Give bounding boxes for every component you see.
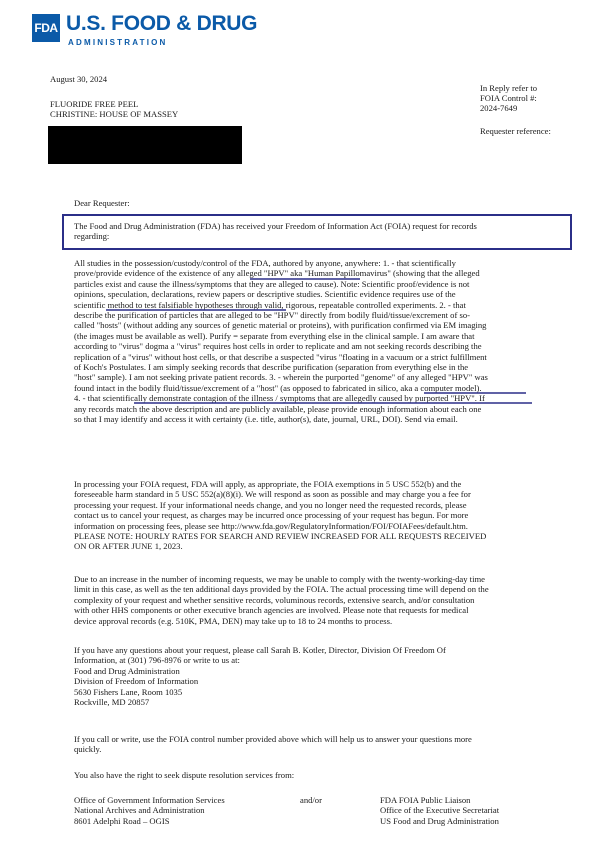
- fda-liaison-address: [380, 795, 499, 826]
- processing-line: ON OR AFTER JUNE 1, 2023.: [74, 541, 183, 552]
- contact-line: 5630 Fishers Lane, Room 1035: [74, 686, 183, 697]
- fda-logo-title: U.S. FOOD & DRUG: [66, 12, 258, 35]
- control-line: quickly.: [74, 744, 102, 755]
- letter-date: August 30, 2024: [50, 74, 108, 84]
- intro-line: regarding:: [74, 231, 110, 242]
- request-line: (the images must be available as well). Purify = separate from everything else in the clinical sample. I am aware that: [74, 330, 475, 341]
- reply-refer-line-2: FOIA Control #:: [480, 93, 537, 103]
- processing-line: contact us to cancel your request, as charges may be incurred once processing of your request has begun. For more: [74, 510, 469, 521]
- processing-line: processing your request. If your informational needs change, and you no longer need the requested records, please: [74, 499, 467, 510]
- contact-line: Rockville, MD 20857: [74, 697, 150, 708]
- delay-line: device approval records (e.g. 510K, PMA, DEN) may take up to 18 to 24 months to process.: [74, 615, 393, 626]
- request-line: of Koch's Postulates. I am simply seeking records that describe purification (separation from everything else in the: [74, 362, 469, 373]
- liaison-line: FDA FOIA Public Liaison: [380, 795, 471, 805]
- contact-line: Information, at (301) 796-8976 or write to us at:: [74, 655, 240, 666]
- processing-paragraph: [74, 479, 574, 552]
- request-line: according to "virus" dogma a "virus" requires host cells in order to replicate and am not seeking records describing the: [74, 341, 482, 352]
- processing-line: information on processing fees, please see http://www.fda.gov/RegulatoryInformation/FOI/FOIAFees/default.htm.: [74, 520, 468, 531]
- reply-refer-line-1: In Reply refer to: [480, 83, 538, 93]
- request-line: particles exist and cause the illness/symptoms that they are alleged to cause). Note: Scientific proof/evidence is not: [74, 278, 470, 289]
- request-line: All studies in the possession/custody/control of the FDA, authored by anyone, anywhere: 1. - that scientifically: [74, 258, 456, 268]
- request-line: prove/provide evidence of the existence of any alleged "HPV" aka "Human Papillomavirus" (showing that the alleged: [74, 268, 480, 279]
- recipient-line-1: FLUORIDE FREE PEEL: [50, 99, 139, 109]
- request-line: so that I may identify and access it with certainty (i.e. title, author(s), date, journal, URL, DOI). Send via email.: [74, 414, 458, 425]
- liaison-line: US Food and Drug Administration: [380, 815, 499, 826]
- ogis-address: [74, 795, 225, 826]
- foia-control-number: 2024-7649: [480, 103, 518, 113]
- control-line: If you call or write, use the FOIA control number provided above which will help us to answer your questions more: [74, 734, 472, 744]
- recipient-line-2: CHRISTINE: HOUSE OF MASSEY: [50, 109, 179, 119]
- intro-line: The Food and Drug Administration (FDA) has received your Freedom of Information Act (FOIA) request for records: [74, 221, 477, 231]
- delay-paragraph: [74, 574, 574, 626]
- contact-line: Food and Drug Administration: [74, 665, 180, 676]
- delay-line: complexity of your request and whether sensitive records, voluminous records, extensive search, and/or consultation: [74, 594, 475, 605]
- fda-logo-subtitle: ADMINISTRATION: [68, 38, 168, 47]
- contact-paragraph: [74, 645, 574, 707]
- request-line: "host" sample). I am not seeking private patient records. 3. - wherein the purported "genome" of any alleged "HPV" was: [74, 372, 488, 383]
- ogis-line: National Archives and Administration: [74, 805, 205, 816]
- request-line: opinions, speculation, declarations, review papers or descriptive studies. Scientific evidence requires use of the: [74, 289, 456, 300]
- request-line: 4. - that scientifically demonstrate contagion of the illness / symptoms that are allegedly caused by purported "HPV". If: [74, 393, 485, 404]
- request-line: called "hosts" (without adding any sources of genetic material or proteins), with purification confirmed via EM imaging: [74, 320, 487, 331]
- salutation: Dear Requester:: [74, 198, 130, 208]
- processing-line: In processing your FOIA request, FDA will apply, as appropriate, the FOIA exemptions in 5 USC 552(b) and the: [74, 479, 462, 489]
- request-line: any records match the above description and are publicly available, please provide enough information about each one: [74, 403, 482, 414]
- fda-logo-badge: FDA: [32, 14, 60, 42]
- contact-line: If you have any questions about your request, please call Sarah B. Kotler, Director, Division Of Freedom Of: [74, 645, 446, 655]
- ogis-line: 8601 Adelphi Road – OGIS: [74, 815, 170, 826]
- and-or-label: and/or: [300, 795, 322, 805]
- control-paragraph: [74, 734, 574, 755]
- ogis-line: Office of Government Information Services: [74, 795, 225, 805]
- delay-line: with other HHS components or other executive branch agencies are involved. Please note that requests for medical: [74, 605, 469, 616]
- rights-paragraph: [74, 770, 574, 780]
- delay-line: Due to an increase in the number of incoming requests, we may be unable to comply with the twenty-working-day time: [74, 574, 485, 584]
- request-line: found intact in the bodily fluid/tissue/excrement of a "host" (as opposed to fabricated in silico, aka a computer model).: [74, 382, 482, 393]
- request-line: describe the purification of particles that are alleged to be "HPV" directly from bodily fluid/tissue/excrement of so-: [74, 310, 470, 321]
- processing-line: PLEASE NOTE: HOURLY RATES FOR SEARCH AND REVIEW INCREASED FOR ALL REQUESTS RECEIVED: [74, 531, 487, 542]
- processing-line: foreseeable harm standard in 5 USC 552(a)(8)(i). We will respond as soon as possible and may charge you a fee for: [74, 489, 471, 500]
- request-line: scientific method to test falsifiable hypotheses through valid, rigorous, repeatable controlled experiments. 2. - that: [74, 299, 466, 310]
- contact-line: Division of Freedom of Information: [74, 676, 199, 687]
- delay-line: limit in this case, as well as the ten additional days provided by the FOIA. The actual processing time will depend on the: [74, 584, 489, 595]
- liaison-line: Office of the Executive Secretariat: [380, 805, 500, 816]
- rights-line: You also have the right to seek dispute resolution services from:: [74, 770, 295, 780]
- requester-reference: Requester reference:: [480, 126, 551, 136]
- request-line: replication of a "virus" without host cells, or that describe a suspected "virus "floating in a vacuum or a strict fulfillment: [74, 351, 487, 362]
